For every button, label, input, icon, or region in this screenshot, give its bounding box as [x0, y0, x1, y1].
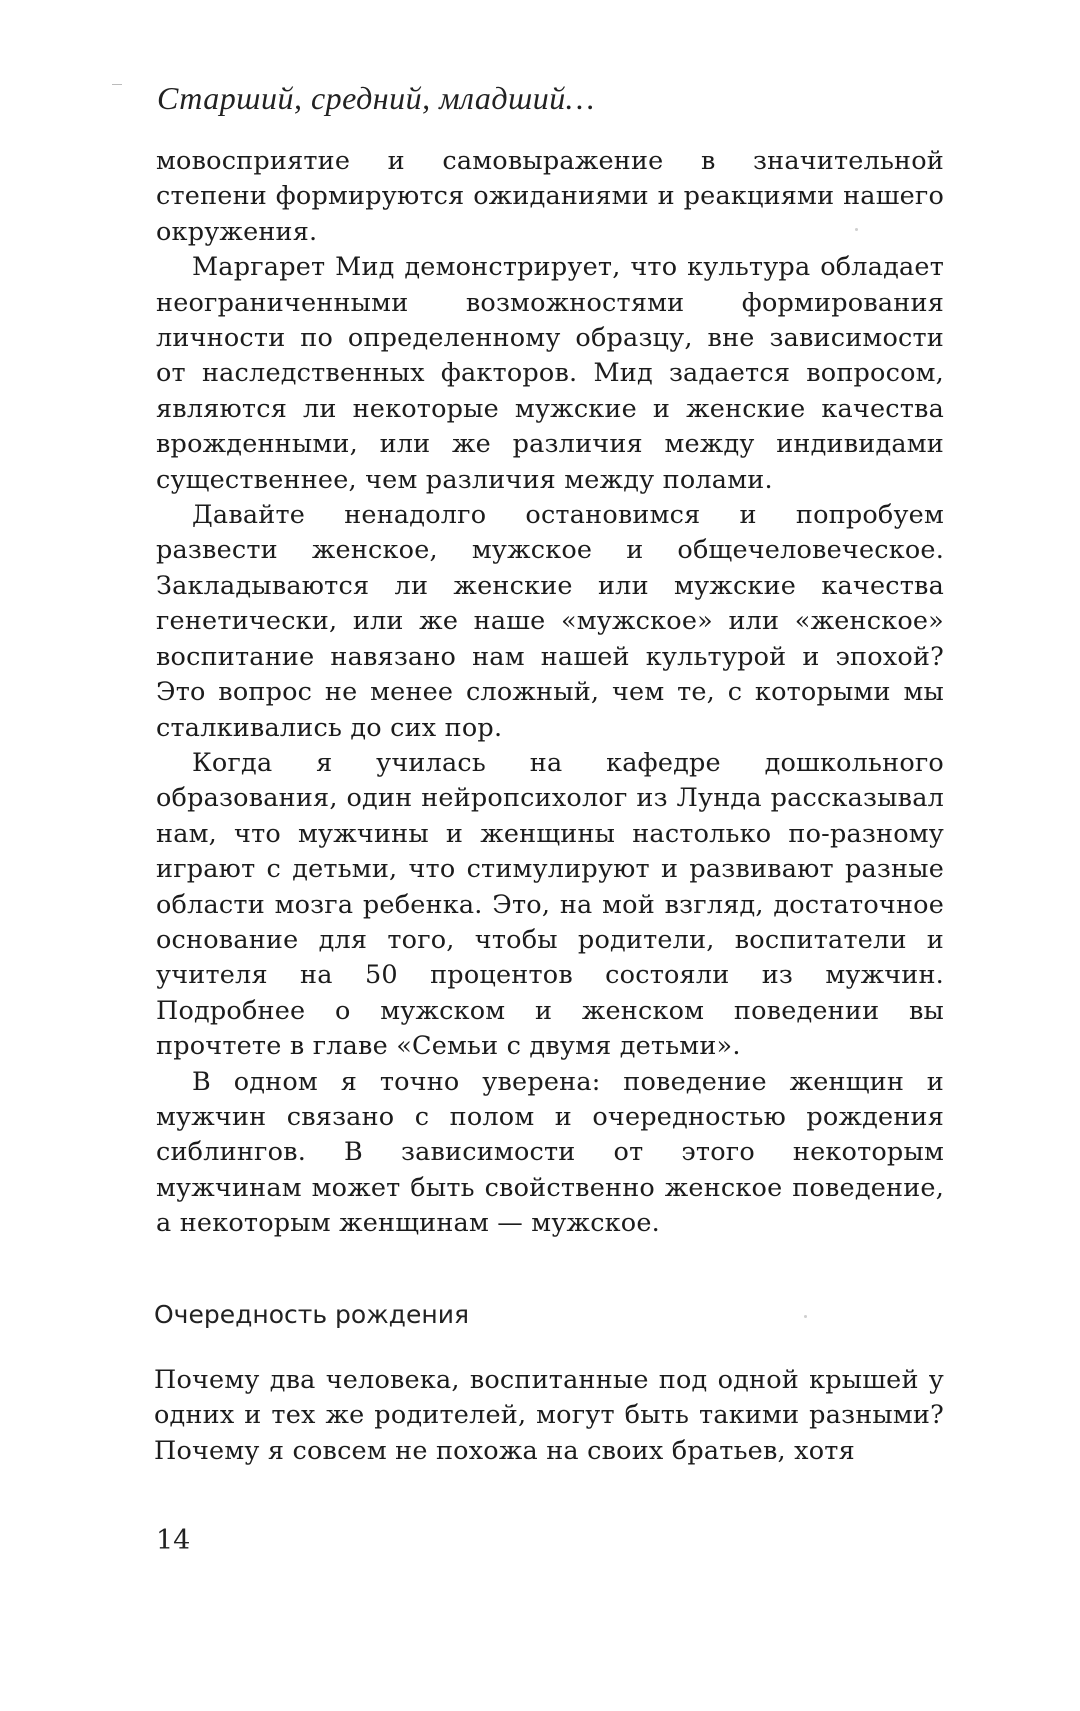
paper-speck — [855, 228, 858, 231]
paragraph-neuropsychologist: Когда я училась на кафедре дошкольного образования, один нейропсихолог из Лунда рассказывал нам, что мужчины и женщины настолько по-разному играют с детьми, что стимулируют и развивают разные области мозга ребенка. Это, на мой взгляд, достаточное основание для того, чтобы родители, воспитатели и учителя на 50 процентов состояли из мужчин. Подробнее о мужском и женском поведении вы прочтете в главе «Семьи с двумя детьми». — [156, 747, 944, 1062]
paragraph-gender-question: Давайте ненадолго остановимся и попробуем развести женское, мужское и общечеловеческое. Закладываются ли женские или мужские качества генетически, или же наше «мужское» или «женское» воспитание навязано нам нашей культурой и эпохой? Это вопрос не менее сложный, чем те, с которыми мы сталкивались до сих пор. — [156, 500, 944, 743]
body-text — [156, 144, 944, 1242]
running-title: Старший, средний, младший… — [157, 80, 595, 116]
margin-mark — [112, 84, 122, 85]
paragraph-continuation: мовосприятие и самовыражение в значительной степени формируются ожиданиями и реакциями нашего окружения. — [156, 146, 944, 247]
paragraph-margaret-mead: Маргарет Мид демонстрирует, что культура обладает неограниченными возможностями формирования личности по определенному образцу, вне зависимости от наследственных факторов. Мид задается вопросом, являются ли некоторые мужские и женские качества врожденными, или же различия между индивидами существеннее, чем различия между полами. — [156, 252, 944, 495]
paragraph-conclusion: В одном я точно уверена: поведение женщин и мужчин связано с полом и очередностью рождения сиблингов. В зависимости от этого некоторым мужчинам может быть свойственно женское поведение, а некоторым женщинам — мужское. — [156, 1066, 944, 1239]
section-paragraph: Почему два человека, воспитанные под одной крышей у одних и тех же родителей, могут быть такими разными? Почему я совсем не похожа на своих братьев, хотя — [154, 1365, 944, 1466]
section-heading: Очередность рождения — [154, 1300, 469, 1329]
page-number: 14 — [156, 1525, 191, 1556]
section-body — [154, 1363, 944, 1469]
paper-speck — [804, 1315, 807, 1318]
